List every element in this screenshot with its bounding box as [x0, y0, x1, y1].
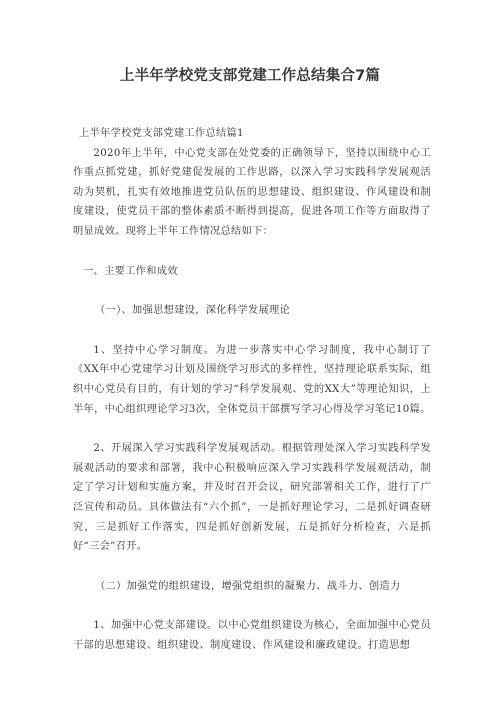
subtitle: 上半年学校党支部党建工作总结篇1: [79, 128, 244, 139]
section-heading-1-1: （一）、加强思想建设，深化科学发展理论: [95, 305, 291, 317]
paragraph-study-system: 1、坚持中心学习制度。为进一步落实中心学习制度，我中心制订了《XX年中心党建学习计划及围绕学习形式的多样性，坚持理论联系实际，组织中心党员有目的，有计划的学习“科学发展观、党的XX大”等理论知识，上半年，中心组织理论学习3次，全体党员干部撰写学习心得及学习笔记10篇。: [73, 344, 431, 415]
document-title: 上半年学校党支部党建工作总结集合7篇: [119, 68, 381, 84]
paragraph-practice-activity: 2、开展深入学习实践科学发展观活动。根据管理处深入学习实践科学发展观活动的要求和部署，我中心积极响应深入学习实践科学发展观活动，制定了学习计划和实施方案，并及时召开会议，研究部署相关工作，进行了广泛宣传和动员。具体做法有“六个抓”，一是抓好理论学习，二是抓好调查研究，三是抓好工作落实，四是抓好创新发展，五是抓好分析检查，六是抓好“三会”召开。: [73, 443, 431, 553]
section-heading-1-2: （二）加强党的组织建设，增强党组织的凝聚力、战斗力、创造力: [95, 580, 401, 592]
intro-paragraph: 2020年上半年，中心党支部在处党委的正确领导下，坚持以围绕中心工作重点抓党建，抓好党建促发展的工作思路，以深入学习实践科学发展观活动为契机，扎实有效地推进党员队伍的思想建设、组织建设、作风建设和制度建设，使党员干部的整体素质不断得到提高，促进各项工作等方面取得了明显成效。现将上半年工作情况总结如下：: [73, 147, 431, 237]
section-heading-1: 一、主要工作和成效: [83, 265, 178, 277]
document-body: [73, 124, 431, 655]
paragraph-branch-building: 1、加强中心党支部建设。以中心党组织建设为核心，全面加强中心党员干部的思想建设、组织建设、制度建设、作风建设和廉政建设。打造思想: [73, 620, 431, 651]
